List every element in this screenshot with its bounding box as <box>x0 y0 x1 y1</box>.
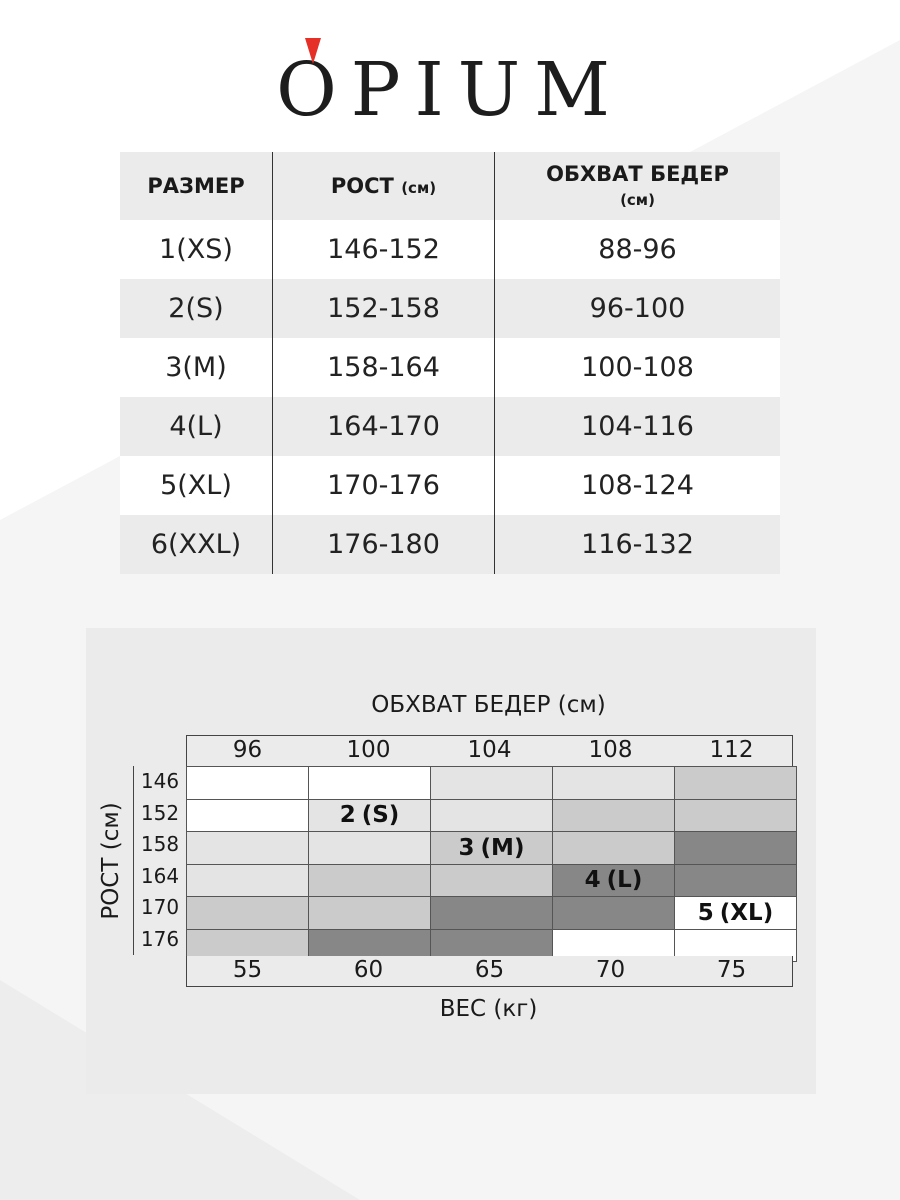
weight-tick: 70 <box>595 957 626 983</box>
size-zone-label: 3 (M) <box>458 834 525 861</box>
size-zone-label: 2 (S) <box>339 802 400 829</box>
logo-letters: PIUM <box>350 47 624 133</box>
matrix-cell <box>431 897 552 929</box>
height-axis <box>133 766 186 955</box>
header-size: РАЗМЕР <box>120 152 273 220</box>
matrix-cell <box>309 800 430 832</box>
table-row: 3(M) 158-164 100-108 <box>120 338 780 397</box>
height-axis-title: РОСТ (см) <box>98 802 124 920</box>
weight-tick: 60 <box>353 957 384 983</box>
matrix-cell <box>309 767 430 799</box>
matrix-cell <box>309 865 430 897</box>
table-row: 6(XXL) 176-180 116-132 <box>120 515 780 574</box>
matrix-cell <box>553 897 674 929</box>
matrix-cell <box>431 800 552 832</box>
height-tick: 170 <box>140 895 180 919</box>
height-tick: 176 <box>140 926 180 951</box>
height-tick: 146 <box>140 769 180 793</box>
matrix-cell <box>187 865 308 897</box>
size-table <box>120 152 780 574</box>
header-hips: ОБХВАТ БЕДЕР (см) <box>495 152 781 220</box>
matrix-cell <box>431 832 552 864</box>
size-table-header <box>120 152 780 220</box>
matrix-cell <box>309 832 430 864</box>
matrix-cell <box>187 800 308 832</box>
matrix-cell <box>553 832 674 864</box>
matrix-cell <box>675 832 796 864</box>
hips-axis <box>186 735 793 766</box>
weight-tick: 75 <box>716 957 747 983</box>
matrix-cell <box>431 767 552 799</box>
header-height: РОСТ (см) <box>273 152 495 220</box>
matrix-cell <box>675 897 796 929</box>
hips-tick: 100 <box>346 737 391 763</box>
weight-axis-title: ВЕС (кг) <box>439 996 538 1022</box>
size-zone-label: 4 (L) <box>584 867 643 894</box>
table-row: 4(L) 164-170 104-116 <box>120 397 780 456</box>
height-tick: 158 <box>140 832 180 856</box>
matrix-cell <box>675 865 796 897</box>
matrix-cell <box>187 767 308 799</box>
brand-logo <box>0 47 900 133</box>
table-row: 2(S) 152-158 96-100 <box>120 279 780 338</box>
size-zone-label: 5 (XL) <box>697 899 774 926</box>
hips-tick: 104 <box>467 737 512 763</box>
hips-axis-title: ОБХВАТ БЕДЕР (см) <box>371 692 606 718</box>
hips-tick: 96 <box>232 737 263 763</box>
table-row: 1(XS) 146-152 88-96 <box>120 220 780 279</box>
matrix-cell <box>553 865 674 897</box>
table-row: 5(XL) 170-176 108-124 <box>120 456 780 515</box>
hips-tick: 108 <box>588 737 633 763</box>
matrix-cell <box>309 897 430 929</box>
matrix-cell <box>675 767 796 799</box>
matrix-cell <box>187 832 308 864</box>
weight-tick: 55 <box>232 957 263 983</box>
logo-letter-o: O <box>276 50 351 130</box>
size-matrix <box>186 766 797 962</box>
height-tick: 152 <box>140 800 180 825</box>
weight-tick: 65 <box>474 957 505 983</box>
matrix-cell <box>675 800 796 832</box>
matrix-cell <box>553 767 674 799</box>
matrix-cell <box>431 865 552 897</box>
matrix-cell <box>553 800 674 832</box>
weight-axis <box>186 956 793 987</box>
height-tick: 164 <box>140 863 180 888</box>
logo-red-mark <box>305 38 321 64</box>
hips-tick: 112 <box>709 737 754 763</box>
matrix-cell <box>187 897 308 929</box>
